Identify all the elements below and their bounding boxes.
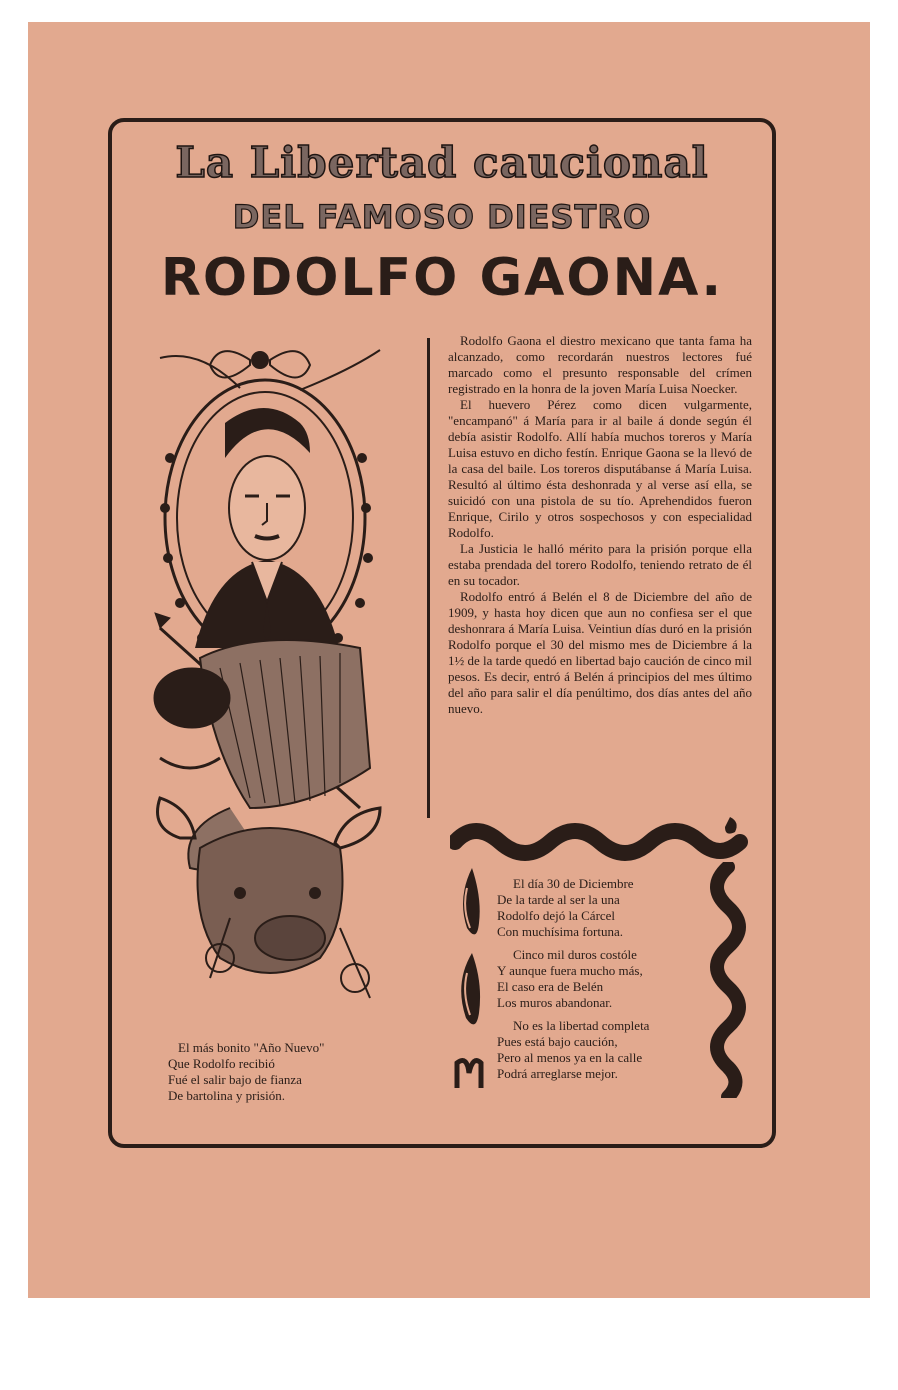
portrait-figure	[195, 408, 339, 648]
verse-stanza	[497, 1018, 707, 1082]
verse-line: Pero al menos ya en la calle	[497, 1050, 643, 1065]
article-body	[448, 333, 752, 717]
headline: La Libertad caucional	[175, 138, 709, 187]
caption-line: De bartolina y prisión.	[168, 1088, 285, 1103]
verse-line: Pues está bajo caución,	[497, 1034, 618, 1049]
caption-line: Que Rodolfo recibió	[168, 1056, 275, 1071]
illustration-caption	[168, 1040, 418, 1104]
verse-block	[497, 876, 707, 1089]
verse-line: Y aunque fuera mucho más,	[497, 963, 643, 978]
article-paragraph: Rodolfo Gaona el diestro mexicano que tanta fama ha alcanzado, como recordarán nuestros lectores fué marcado como el presunto responsable del crímen registrado en la honra de la joven María Luisa Noecker.	[448, 333, 752, 396]
verse-line: No es la libertad completa	[513, 1018, 650, 1033]
caption-line: Fué el salir bajo de fianza	[168, 1072, 302, 1087]
rope-ornament-side	[700, 862, 756, 1098]
flame-ornaments	[452, 858, 492, 1098]
verse-line: De la tarde al ser la una	[497, 892, 620, 907]
verse-line: El día 30 de Diciembre	[513, 876, 634, 891]
verse-stanza	[497, 876, 707, 940]
verse-line: El caso era de Belén	[497, 979, 604, 994]
article-paragraph: Rodolfo entró á Belén el 8 de Diciembre del año de 1909, y hasta hoy dicen que aun no confiesa ser el que deshonrara á María Luisa. Veintiun días duró en la prisión Rodolfo porque el 30 del mismo mes de Diciembre á la 1½ de la tarde quedó en libertad bajo caución de cinco mil pesos. Es decir, entró á Belén á principios del mes último del año para salir el día penúltimo, dos días antes del año nuevo.	[448, 589, 752, 716]
verse-stanza	[497, 947, 707, 1011]
bullfighter-engraving	[140, 338, 412, 1048]
verse-line: Rodolfo dejó la Cárcel	[497, 908, 616, 923]
verse-line: Cinco mil duros costóle	[513, 947, 637, 962]
subheadline: DEL FAMOSO DIESTRO	[232, 198, 652, 236]
article-paragraph: La Justicia le halló mérito para la prisión porque ella estaba prendada del torero Rodolfo, teniendo retrato de él en su tocador.	[448, 541, 752, 588]
column-divider	[427, 338, 430, 818]
article-paragraph: El huevero Pérez como dicen vulgarmente, "encampanó" á María para ir al baile á donde según él debía asistir Rodolfo. Allí había muchos toreros y María Luisa estuvo en dicho festín. Enrique Gaona se la llevó de la casa del baile. Los toreros disputábanse á María Luisa. Resultó al último ésta deshonrada y al verse así ella, se suicidó con una pistola de su tío. Aprehendidos fueron Enrique, Cirilo y otros sospechosos y con especialidad Rodolfo.	[448, 397, 752, 540]
rope-ornament-top	[450, 812, 750, 862]
verse-line: Podrá arreglarse mejor.	[497, 1066, 618, 1081]
verse-line: Con muchísima fortuna.	[497, 924, 624, 939]
main-name-headline: RODOLFO GAONA.	[160, 248, 724, 308]
verse-line: Los muros abandonar.	[497, 995, 613, 1010]
caption-line: El más bonito "Año Nuevo"	[178, 1040, 325, 1055]
bull-head	[158, 798, 381, 998]
